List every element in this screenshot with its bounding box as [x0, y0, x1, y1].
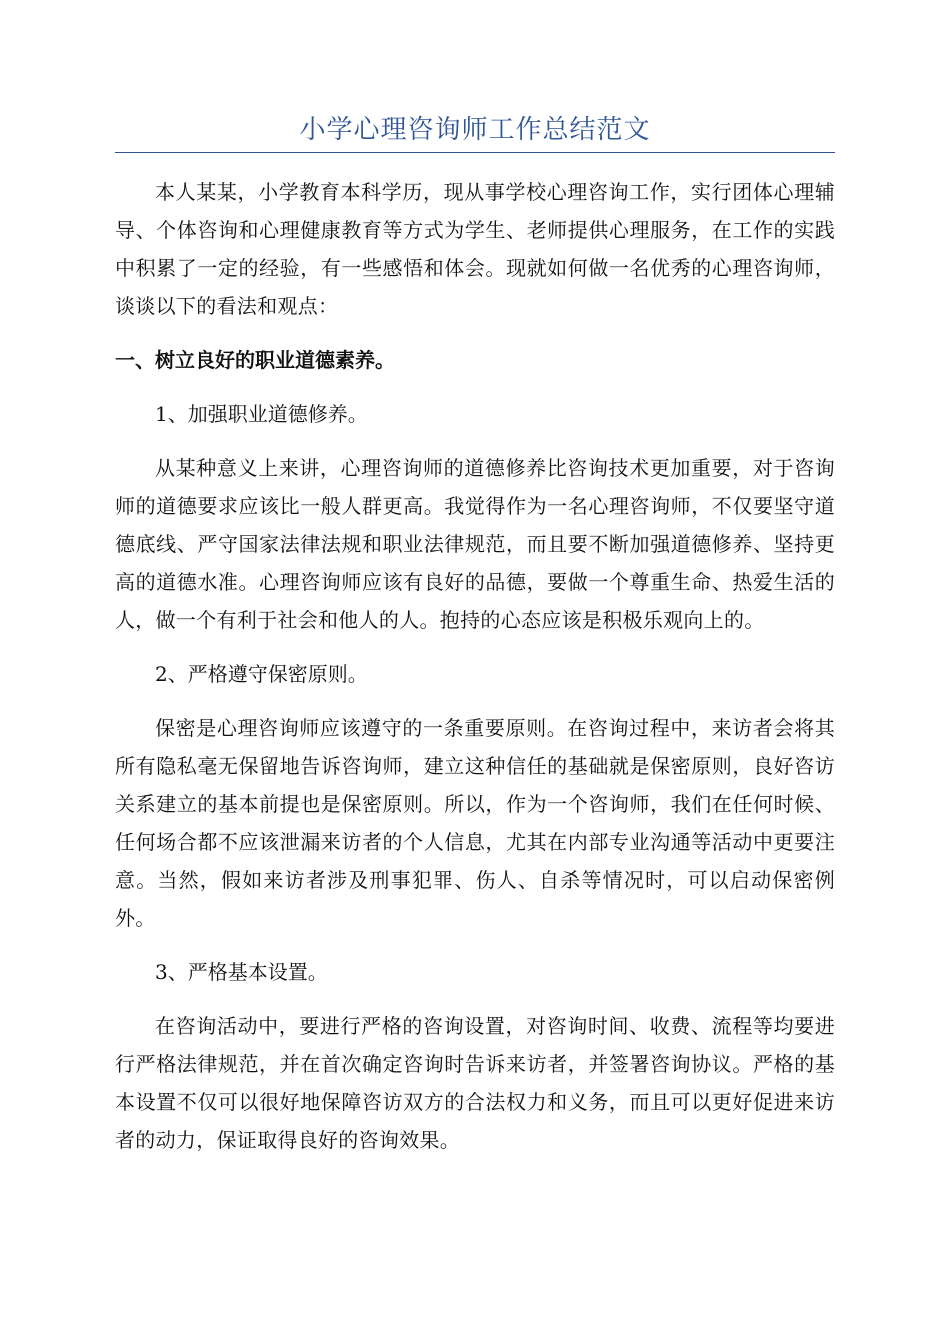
item-3-body: 在咨询活动中，要进行严格的咨询设置，对咨询时间、收费、流程等均要进行严格法律规范，并在首次确定咨询时告诉来访者，并签署咨询协议。严格的基本设置不仅可以很好地保障咨访双方的合法权力和义务，而且可以更好促进来访者的动力，保证取得良好的咨询效果。: [115, 1014, 835, 1152]
item-1-body: 从某种意义上来讲，心理咨询师的道德修养比咨询技术更加重要，对于咨询师的道德要求应该比一般人群更高。我觉得作为一名心理咨询师，不仅要坚守道德底线、严守国家法律法规和职业法律规范，而且要不断加强道德修养、坚持更高的道德水准。心理咨询师应该有良好的品德，要做一个尊重生命、热爱生活的人，做一个有利于社会和他人的人。抱持的心态应该是积极乐观向上的。: [115, 456, 835, 632]
item-3-title: 3、严格基本设置。: [155, 960, 328, 984]
document-title: 小学心理咨询师工作总结范文: [115, 110, 835, 153]
item-2-body: 保密是心理咨询师应该遵守的一条重要原则。在咨询过程中，来访者会将其所有隐私毫无保留地告诉咨询师，建立这种信任的基础就是保密原则，良好咨访关系建立的基本前提也是保密原则。所以，作为一个咨询师，我们在任何时候、任何场合都不应该泄漏来访者的个人信息，尤其在内部专业沟通等活动中更要注意。当然，假如来访者涉及刑事犯罪、伤人、自杀等情况时，可以启动保密例外。: [115, 716, 835, 930]
document-page: [115, 110, 835, 1175]
item-1-title: 1、加强职业道德修养。: [155, 402, 368, 426]
item-2-title: 2、严格遵守保密原则。: [155, 662, 368, 686]
section-heading-1: 一、树立良好的职业道德素养。: [115, 348, 395, 372]
intro-paragraph: 本人某某，小学教育本科学历，现从事学校心理咨询工作，实行团体心理辅导、个体咨询和心理健康教育等方式为学生、老师提供心理服务，在工作的实践中积累了一定的经验，有一些感悟和体会。现就如何做一名优秀的心理咨询师，谈谈以下的看法和观点：: [115, 180, 835, 318]
